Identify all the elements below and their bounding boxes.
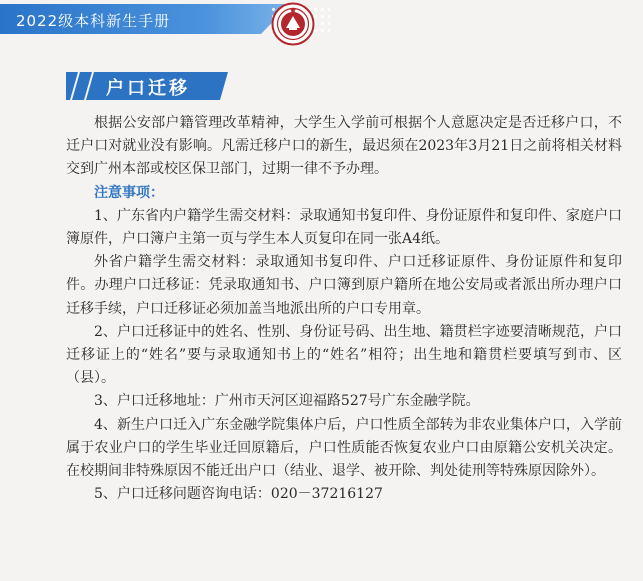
item-3: 3、户口迁移地址：广州市天河区迎福路527号广东金融学院。 [94,393,480,410]
section-body [66,112,622,506]
page-header [0,0,643,50]
section-heading-tab [66,70,230,102]
item-4: 4、新生户口迁入广东金融学院集体户后，户口性质全部转为非农业集体户口，入学前属于农业户口的学生毕业迁回原籍后，户口性质能否恢复农业户口由原籍公安机关决定。在校期间非特殊原因不能迁出户口（结业、退学、被开除、判处徒刑等特殊原因除外）。 [66,416,622,480]
notice-heading: 注意事项： [94,184,164,201]
item-5: 5、户口迁移问题咨询电话：020－37216127 [94,486,383,503]
item-1-out-province: 外省户籍学生需交材料：录取通知书复印件、户口迁移证原件、身份证原件和复印件。办理户口迁移证：凭录取通知书、户口簿到原户籍所在地公安局或者派出所办理户口迁移手续，户口迁移证必须加盖当地派出所的户口专用章。 [66,254,622,317]
section-title: 户口迁移 [106,78,190,99]
intro-paragraph: 根据公安部户籍管理改革精神，大学生入学前可根据个人意愿决定是否迁移户口，不迁户口对就业没有影响。凡需迁移户口的新生，最迟须在2023年3月21日之前将相关材料交到广州本部或校区保卫部门，过期一律不予办理。 [66,115,622,178]
item-2: 2、户口迁移证中的姓名、性别、身份证号码、出生地、籍贯栏字迹要清晰规范，户口迁移证上的“姓名”要与录取通知书上的“姓名”相符；出生地和籍贯栏要填写到市、区（县）。 [66,323,622,387]
item-1-in-province: 1、广东省内户籍学生需交材料：录取通知书复印件、身份证原件和复印件、家庭户口簿原件，户口簿户主第一页与学生本人页复印在同一张A4纸。 [66,207,622,248]
handbook-title: 2022级本科新生手册 [16,12,171,30]
university-seal-icon [271,2,315,46]
